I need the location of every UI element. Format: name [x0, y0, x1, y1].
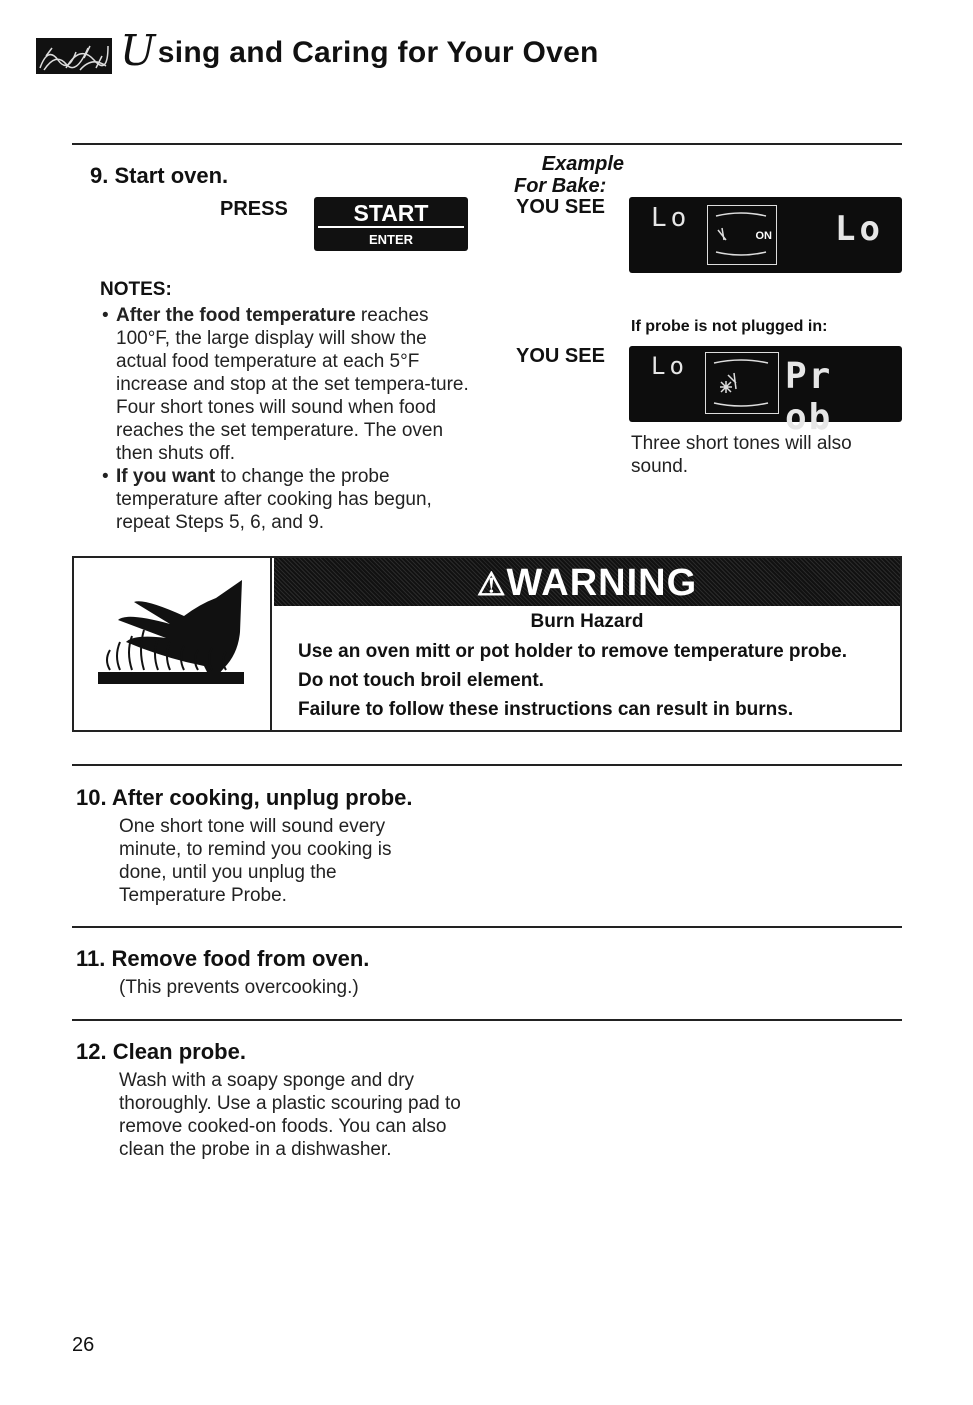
divider: [72, 143, 902, 145]
start-button[interactable]: [314, 197, 468, 251]
step-12-heading: 12. Clean probe.: [76, 1039, 246, 1064]
page-title: [120, 26, 599, 75]
start-button-label: START: [353, 200, 429, 226]
oven-display-probe-error: [629, 346, 902, 438]
note-text: reaches 100°F, the large display will show the actual food temperature at each 5°F increase and stop at the set tempera-ture. Four short tones will sound when food reaches the set temperature. The oven then shuts off.: [116, 305, 469, 464]
step-9-heading: 9. Start oven.: [90, 163, 229, 188]
step-10-heading: 10. After cooking, unplug probe.: [76, 785, 413, 810]
title-initial: U: [120, 26, 156, 75]
oven-logo-icon: [36, 38, 112, 74]
start-button-sub-label: ENTER: [368, 232, 414, 247]
warning-line: Use an oven mitt or pot holder to remove temperature probe.: [298, 641, 847, 662]
display-right-text: Pr ob: [785, 356, 833, 438]
display-right-text: Lo: [835, 209, 884, 249]
page-number: 26: [72, 1334, 95, 1356]
step-11-body: (This prevents overcooking.): [119, 977, 359, 998]
note-text: to change the probe temperature after cooking has begun, repeat Steps 5, 6, and 9.: [116, 466, 432, 533]
you-see-label: YOU SEE: [516, 196, 605, 218]
note-bold: After the food temperature: [116, 305, 356, 326]
warning-title: [274, 562, 900, 605]
warning-icon-panel: [74, 558, 272, 730]
tones-note: Three short tones will also sound.: [631, 433, 852, 477]
note-bold: If you want: [116, 466, 216, 487]
warning-title-text: WARNING: [506, 562, 698, 604]
step-12-body: Wash with a soapy sponge and dry thoroughly. Use a plastic scouring pad to remove cooked-on foods. You can also clean the probe in a dishwasher.: [119, 1070, 461, 1160]
display-left-text: Lo: [651, 352, 688, 380]
on-indicator: ON: [755, 230, 772, 242]
divider: [72, 764, 902, 766]
title-rest: sing and Caring for Your Oven: [157, 36, 599, 69]
start-button-divider: [318, 226, 464, 228]
for-bake-label: For Bake:: [514, 175, 607, 197]
you-see-label-2: YOU SEE: [516, 345, 605, 367]
oven-display-bake: [629, 197, 902, 273]
warning-line: Do not touch broil element.: [298, 670, 544, 691]
divider: [72, 926, 902, 928]
warning-triangle-icon: ⚠: [476, 566, 507, 602]
note-item: [100, 304, 470, 465]
press-label: PRESS: [220, 198, 288, 220]
oven-cavity-icon: [707, 205, 777, 265]
step-11-heading: 11. Remove food from oven.: [76, 946, 370, 971]
flashing-probe-icon: [705, 352, 779, 414]
hot-surface-hand-icon: [74, 558, 270, 728]
warning-hazard: Burn Hazard: [530, 611, 644, 632]
notes-label: NOTES:: [100, 279, 172, 300]
warning-line: Failure to follow these instructions can result in burns.: [298, 699, 794, 720]
display-left-text: Lo: [651, 203, 691, 233]
step-10-body: One short tone will sound every minute, to remind you cooking is done, until you unplug the Temperature Probe.: [119, 816, 392, 906]
divider: [72, 1019, 902, 1021]
note-item: [100, 465, 470, 534]
notes-list: [100, 304, 470, 534]
example-label: Example: [541, 153, 624, 175]
probe-not-plugged-label: If probe is not plugged in:: [631, 318, 828, 335]
warning-header: [274, 558, 900, 606]
